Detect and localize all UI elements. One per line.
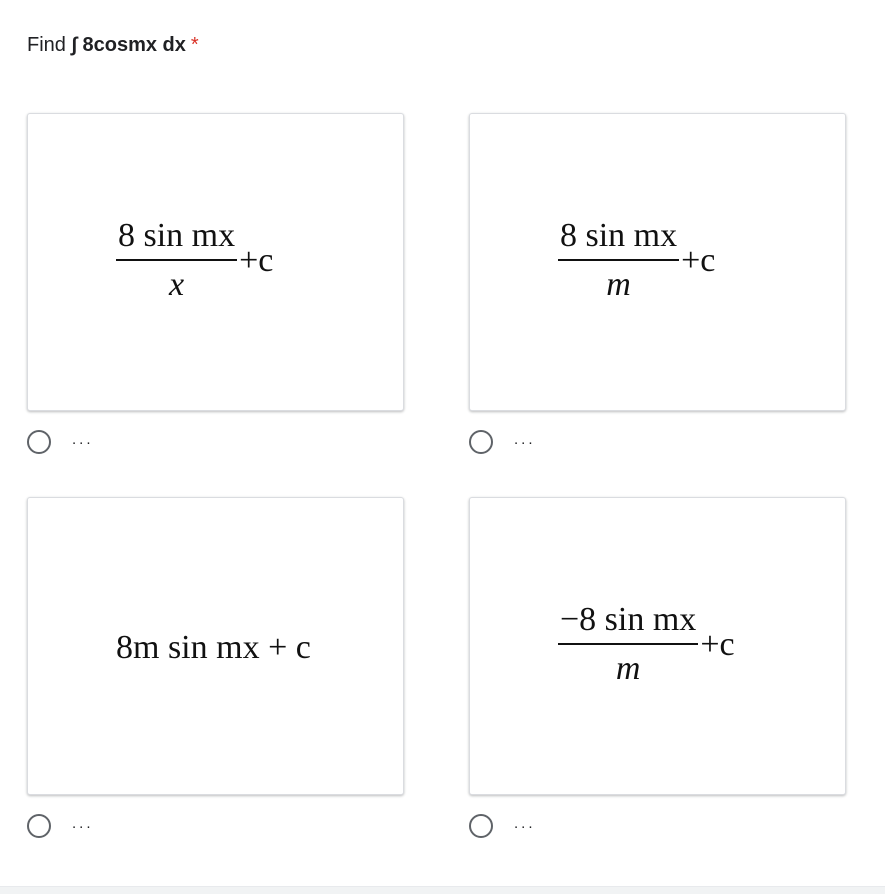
option-4-image-card <box>469 497 846 795</box>
option-1 <box>27 113 404 459</box>
fraction <box>558 217 679 305</box>
option-1-choice[interactable] <box>27 429 404 459</box>
question-expression: ∫ 8cosmx dx <box>71 34 186 56</box>
fraction-denominator: m <box>606 266 631 303</box>
option-3-label: ... <box>72 815 94 832</box>
option-2-image-card <box>469 113 846 411</box>
fraction-numerator: 8 sin mx <box>558 217 679 261</box>
option-2-label: ... <box>514 431 536 448</box>
option-1-image-card <box>27 113 404 411</box>
option-4-choice[interactable] <box>469 813 846 843</box>
fraction <box>558 601 698 689</box>
option-4 <box>469 497 846 843</box>
option-1-radio[interactable] <box>27 430 51 454</box>
plus-constant: +c <box>681 242 716 279</box>
option-3-formula: 8m sin mx + c <box>116 629 311 666</box>
fraction-denominator: x <box>169 266 185 303</box>
option-4-label: ... <box>514 815 536 832</box>
option-3-image-card <box>27 497 404 795</box>
option-2-choice[interactable] <box>469 429 846 459</box>
plus-constant: +c <box>700 626 735 663</box>
fraction-numerator: −8 sin mx <box>558 601 698 645</box>
question-title <box>27 31 199 59</box>
option-2-formula <box>558 217 715 305</box>
bottom-divider <box>0 886 885 894</box>
option-3 <box>27 497 404 843</box>
option-4-radio[interactable] <box>469 814 493 838</box>
option-1-formula <box>116 217 273 305</box>
fraction <box>116 217 237 305</box>
fraction-numerator: 8 sin mx <box>116 217 237 261</box>
plus-constant: +c <box>239 242 274 279</box>
option-4-formula <box>558 601 735 689</box>
question-prefix: Find <box>27 34 72 56</box>
option-2 <box>469 113 846 459</box>
fraction-denominator: m <box>615 650 641 687</box>
option-1-label: ... <box>72 431 94 448</box>
required-asterisk: * <box>190 34 199 56</box>
option-3-choice[interactable] <box>27 813 404 843</box>
option-3-radio[interactable] <box>27 814 51 838</box>
option-2-radio[interactable] <box>469 430 493 454</box>
